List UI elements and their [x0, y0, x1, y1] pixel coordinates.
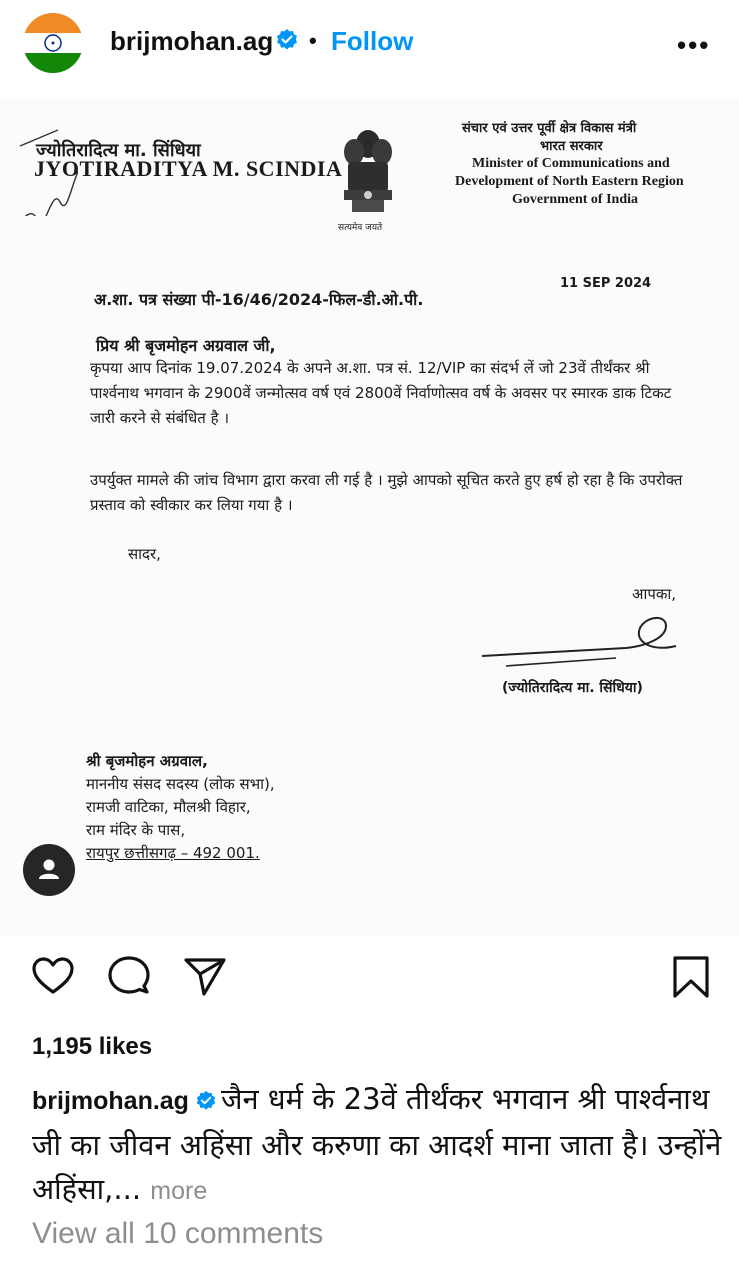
- comment-icon[interactable]: [106, 954, 152, 1000]
- caption-text: जैन धर्म के 23वें तीर्थंकर भगवान श्री पार्श्वनाथ जी का जीवन अहिंसा और करुणा का आदर्श माना जाता है। उन्होंने अहिंसा,...: [32, 1082, 722, 1206]
- sender-name-hindi: ज्योतिरादित्य मा. सिंधिया: [36, 140, 201, 161]
- ministry-hindi-line2: भारत सरकार: [540, 139, 603, 154]
- recipient-address: [86, 750, 275, 865]
- view-all-comments-link[interactable]: View all 10 comments: [32, 1217, 324, 1250]
- verified-badge-icon: [275, 28, 299, 52]
- profile-avatar[interactable]: [23, 13, 83, 73]
- sender-name-english: JYOTIRADITYA M. SCINDIA: [34, 156, 343, 181]
- post-caption: [32, 1077, 722, 1213]
- ministry-english-line2: Development of North Eastern Region: [455, 174, 684, 189]
- caption-username[interactable]: brijmohan.ag: [32, 1087, 189, 1115]
- tagged-users-button[interactable]: [23, 844, 75, 896]
- address-line: माननीय संसद सदस्य (लोक सभा),: [86, 775, 275, 793]
- letter-paragraph-1: कृपया आप दिनांक 19.07.2024 के अपने अ.शा. पत्र सं. 12/VIP का संदर्भ लें जो 23वें तीर्थंकर श्री पार्श्वनाथ भगवान के 2900वें जन्मोत्सव वर्ष एवं 2800वें निर्वाणोत्सव वर्ष के अवसर पर स्मारक डाक टिकट जारी करने से संबंधित है ।: [90, 359, 672, 427]
- state-emblem-icon: [332, 122, 404, 232]
- signature-icon: [476, 608, 696, 678]
- salutation: प्रिय श्री बृजमोहन अग्रवाल जी,: [96, 336, 276, 355]
- letter-date: 11 SEP 2024: [560, 276, 652, 291]
- likes-count[interactable]: 1,195 likes: [32, 1033, 153, 1060]
- reference-number: अ.शा. पत्र संख्या पी-16/46/2024-फिल-डी.ओ.पी.: [94, 290, 424, 309]
- more-options-icon[interactable]: •••: [677, 30, 711, 60]
- separator-dot: •: [309, 28, 317, 53]
- follow-button[interactable]: Follow: [331, 26, 414, 56]
- emblem-caption: सत्यमेव जयते: [338, 223, 383, 233]
- ministry-english-line3: Government of India: [512, 192, 638, 207]
- save-bookmark-icon[interactable]: [668, 954, 714, 1000]
- user-icon: [23, 844, 75, 896]
- address-line: राम मंदिर के पास,: [86, 821, 186, 839]
- ministry-english-line1: Minister of Communications and: [472, 156, 670, 171]
- address-line: श्री बृजमोहन अग्रवाल,: [86, 752, 208, 770]
- caption-more-link[interactable]: more: [150, 1177, 208, 1205]
- username[interactable]: brijmohan.ag: [110, 26, 274, 56]
- ministry-hindi-line1: संचार एवं उत्तर पूर्वी क्षेत्र विकास मंत्री: [462, 121, 637, 136]
- closing: सादर,: [128, 545, 161, 563]
- address-line: रायपुर छत्तीसगढ़ – 492 001.: [86, 844, 260, 862]
- letter-paragraph-2: उपर्युक्त मामले की जांच विभाग द्वारा करवा ली गई है । मुझे आपको सूचित करते हुए हर्ष हो रहा है कि उपरोक्त प्रस्ताव को स्वीकार कर लिया गया है ।: [90, 471, 683, 514]
- post-image[interactable]: [0, 98, 739, 936]
- share-icon[interactable]: [182, 954, 228, 1000]
- yours: आपका,: [632, 585, 677, 603]
- like-heart-icon[interactable]: [30, 954, 76, 1000]
- verified-badge-icon: [195, 1080, 217, 1102]
- post-header: [0, 0, 739, 90]
- address-line: रामजी वाटिका, मौलश्री विहार,: [86, 798, 251, 816]
- signatory-name: (ज्योतिरादित्य मा. सिंधिया): [502, 680, 643, 696]
